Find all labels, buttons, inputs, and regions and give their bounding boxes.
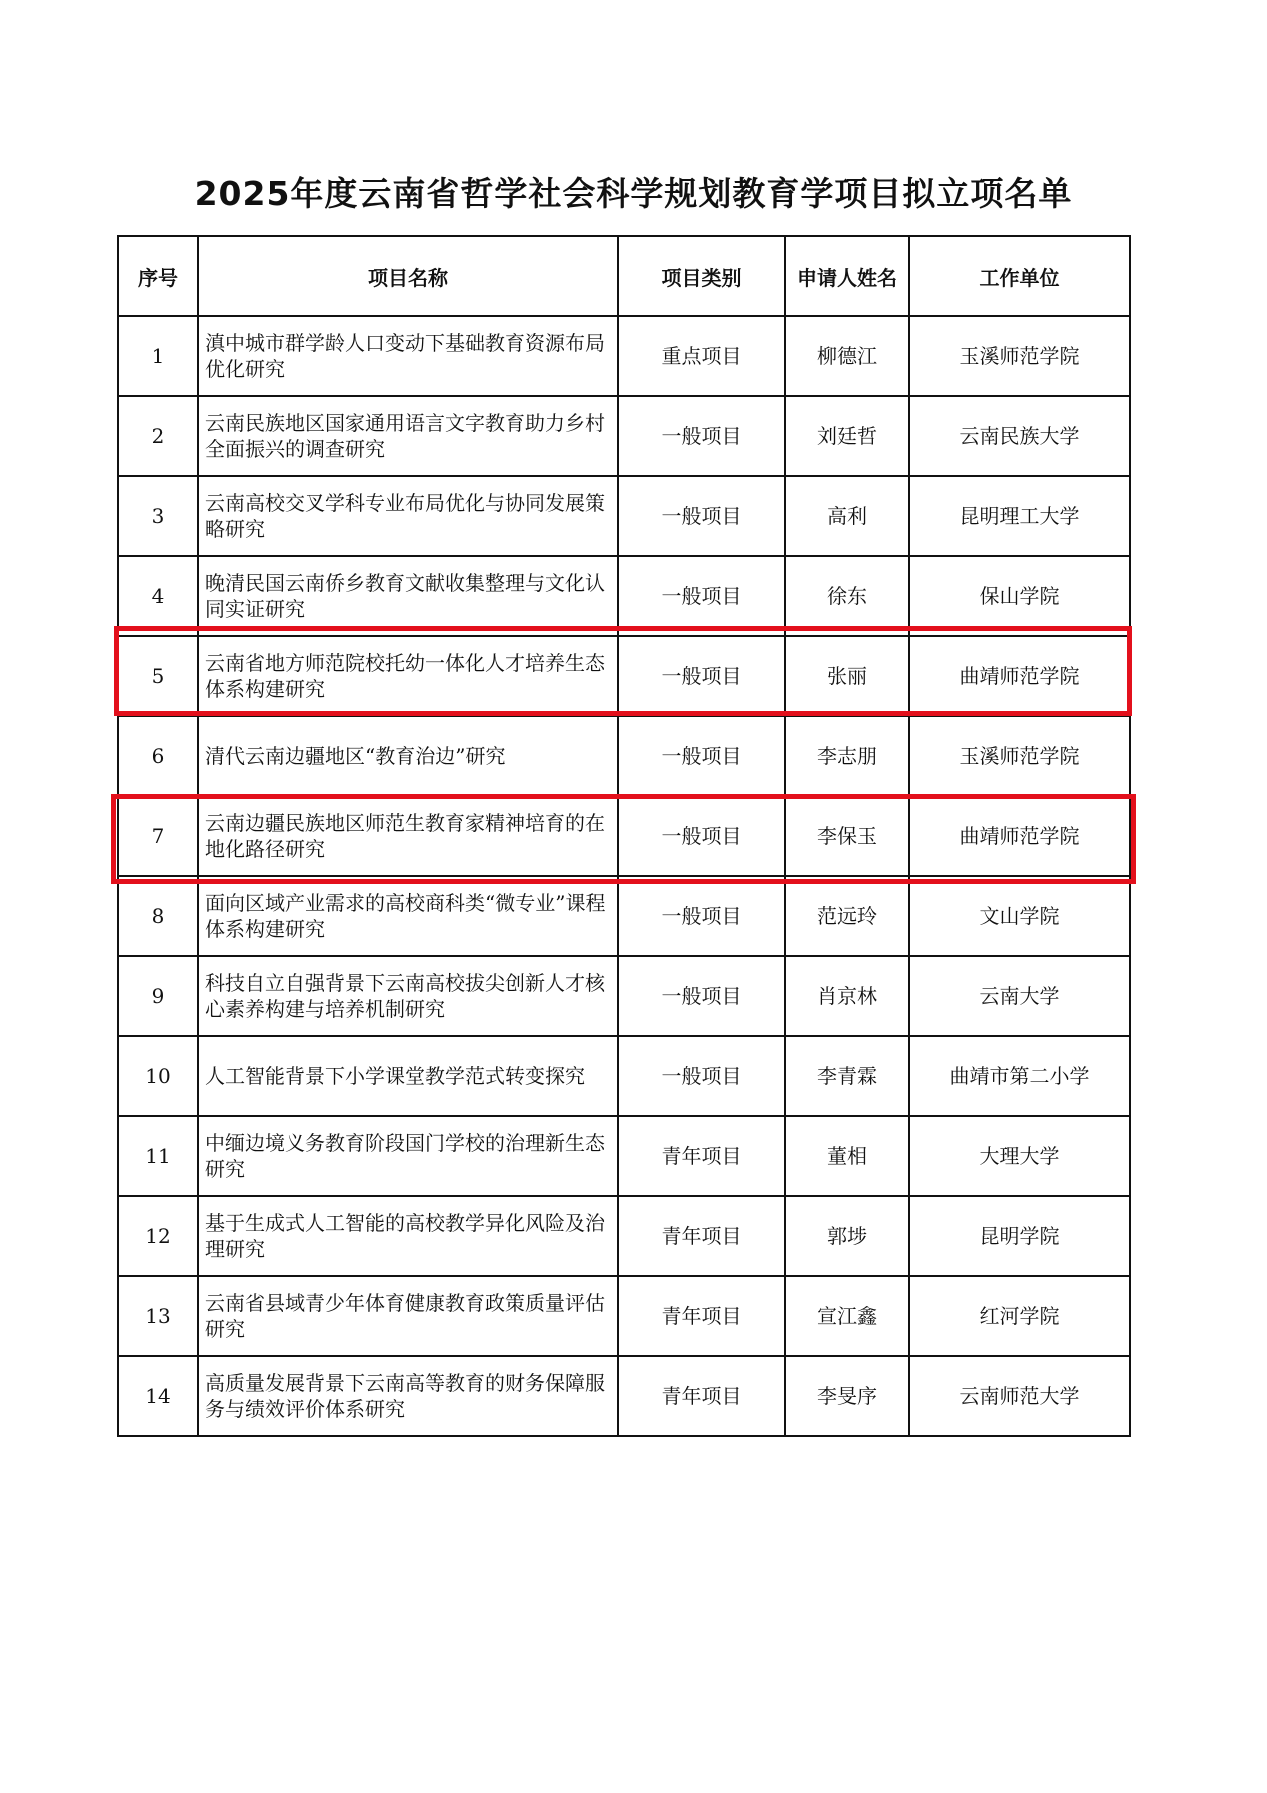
cell-unit: 昆明学院 — [909, 1196, 1130, 1276]
table-row — [118, 876, 1130, 956]
cell-no: 12 — [118, 1196, 198, 1276]
cell-no: 9 — [118, 956, 198, 1036]
cell-category: 青年项目 — [618, 1116, 785, 1196]
highlight-box-row-5 — [114, 626, 1132, 716]
cell-project-name: 云南高校交叉学科专业布局优化与协同发展策略研究 — [198, 476, 618, 556]
table-row — [118, 316, 1130, 396]
cell-category: 青年项目 — [618, 1196, 785, 1276]
header-project-name: 项目名称 — [198, 236, 618, 316]
cell-project-name: 晚清民国云南侨乡教育文献收集整理与文化认同实证研究 — [198, 556, 618, 636]
cell-applicant: 李青霖 — [785, 1036, 909, 1116]
table-row — [118, 396, 1130, 476]
table-row — [118, 1196, 1130, 1276]
cell-applicant: 李旻序 — [785, 1356, 909, 1436]
cell-project-name: 基于生成式人工智能的高校教学异化风险及治理研究 — [198, 1196, 618, 1276]
cell-category: 重点项目 — [618, 316, 785, 396]
cell-category: 一般项目 — [618, 876, 785, 956]
cell-applicant: 徐东 — [785, 556, 909, 636]
table-row — [118, 716, 1130, 796]
cell-category: 一般项目 — [618, 396, 785, 476]
cell-applicant: 董相 — [785, 1116, 909, 1196]
cell-unit: 曲靖市第二小学 — [909, 1036, 1130, 1116]
cell-no: 13 — [118, 1276, 198, 1356]
cell-project-name: 高质量发展背景下云南高等教育的财务保障服务与绩效评价体系研究 — [198, 1356, 618, 1436]
cell-unit: 曲靖师范学院 — [909, 636, 1130, 716]
cell-applicant: 李保玉 — [785, 796, 909, 876]
cell-unit: 云南民族大学 — [909, 396, 1130, 476]
cell-applicant: 柳德江 — [785, 316, 909, 396]
cell-category: 一般项目 — [618, 476, 785, 556]
cell-project-name: 云南省县域青少年体育健康教育政策质量评估研究 — [198, 1276, 618, 1356]
cell-no: 14 — [118, 1356, 198, 1436]
cell-category: 一般项目 — [618, 1036, 785, 1116]
cell-no: 8 — [118, 876, 198, 956]
table-row — [118, 1276, 1130, 1356]
cell-no: 11 — [118, 1116, 198, 1196]
cell-project-name: 滇中城市群学龄人口变动下基础教育资源布局优化研究 — [198, 316, 618, 396]
table-row — [118, 1356, 1130, 1436]
cell-no: 10 — [118, 1036, 198, 1116]
cell-no: 7 — [118, 796, 198, 876]
header-unit: 工作单位 — [909, 236, 1130, 316]
cell-unit: 云南师范大学 — [909, 1356, 1130, 1436]
cell-applicant: 范远玲 — [785, 876, 909, 956]
header-category: 项目类别 — [618, 236, 785, 316]
cell-project-name: 面向区域产业需求的高校商科类“微专业”课程体系构建研究 — [198, 876, 618, 956]
cell-unit: 保山学院 — [909, 556, 1130, 636]
cell-project-name: 云南边疆民族地区师范生教育家精神培育的在地化路径研究 — [198, 796, 618, 876]
cell-no: 3 — [118, 476, 198, 556]
cell-unit: 玉溪师范学院 — [909, 716, 1130, 796]
cell-unit: 云南大学 — [909, 956, 1130, 1036]
cell-unit: 昆明理工大学 — [909, 476, 1130, 556]
cell-applicant: 郭埗 — [785, 1196, 909, 1276]
header-no: 序号 — [118, 236, 198, 316]
cell-unit: 红河学院 — [909, 1276, 1130, 1356]
table-row — [118, 556, 1130, 636]
highlight-box-row-7 — [111, 794, 1136, 884]
cell-category: 一般项目 — [618, 796, 785, 876]
cell-applicant: 肖京林 — [785, 956, 909, 1036]
cell-applicant: 宣江鑫 — [785, 1276, 909, 1356]
table-row — [118, 1036, 1130, 1116]
cell-unit: 大理大学 — [909, 1116, 1130, 1196]
cell-applicant: 李志朋 — [785, 716, 909, 796]
cell-category: 青年项目 — [618, 1356, 785, 1436]
table-row — [118, 1116, 1130, 1196]
header-applicant: 申请人姓名 — [785, 236, 909, 316]
cell-unit: 曲靖师范学院 — [909, 796, 1130, 876]
cell-no: 6 — [118, 716, 198, 796]
document-title: 2025年度云南省哲学社会科学规划教育学项目拟立项名单 — [194, 174, 1073, 213]
cell-category: 青年项目 — [618, 1276, 785, 1356]
table-row — [118, 956, 1130, 1036]
cell-no: 1 — [118, 316, 198, 396]
table-header-row — [118, 236, 1130, 316]
cell-applicant: 张丽 — [785, 636, 909, 716]
cell-project-name: 云南民族地区国家通用语言文字教育助力乡村全面振兴的调查研究 — [198, 396, 618, 476]
table-row — [118, 476, 1130, 556]
cell-category: 一般项目 — [618, 956, 785, 1036]
cell-unit: 玉溪师范学院 — [909, 316, 1130, 396]
cell-project-name: 清代云南边疆地区“教育治边”研究 — [198, 716, 618, 796]
cell-category: 一般项目 — [618, 716, 785, 796]
cell-unit: 文山学院 — [909, 876, 1130, 956]
cell-applicant: 高利 — [785, 476, 909, 556]
cell-project-name: 人工智能背景下小学课堂教学范式转变探究 — [198, 1036, 618, 1116]
cell-no: 4 — [118, 556, 198, 636]
cell-no: 5 — [118, 636, 198, 716]
cell-applicant: 刘廷哲 — [785, 396, 909, 476]
cell-category: 一般项目 — [618, 556, 785, 636]
cell-category: 一般项目 — [618, 636, 785, 716]
cell-project-name: 中缅边境义务教育阶段国门学校的治理新生态研究 — [198, 1116, 618, 1196]
cell-no: 2 — [118, 396, 198, 476]
cell-project-name: 科技自立自强背景下云南高校拔尖创新人才核心素养构建与培养机制研究 — [198, 956, 618, 1036]
cell-project-name: 云南省地方师范院校托幼一体化人才培养生态体系构建研究 — [198, 636, 618, 716]
